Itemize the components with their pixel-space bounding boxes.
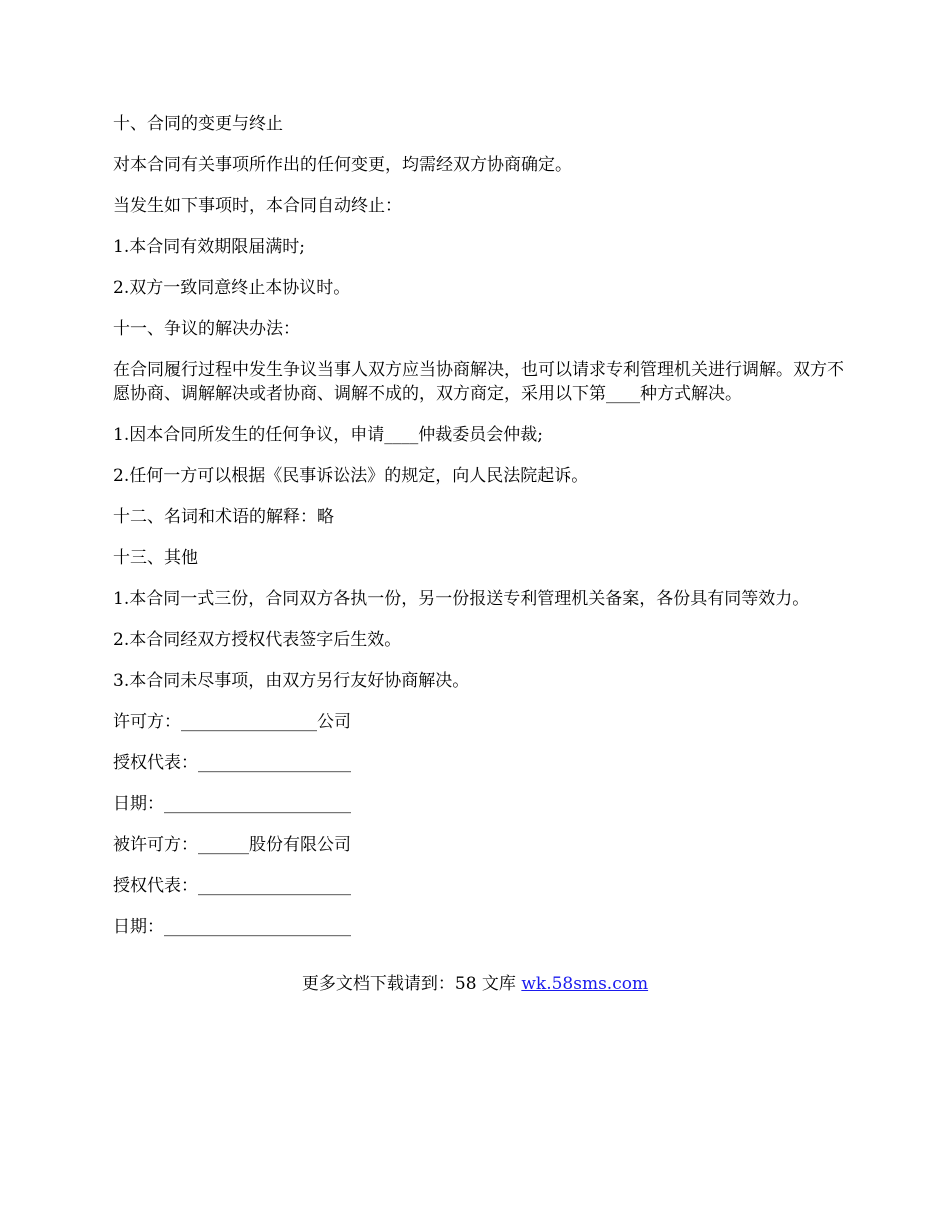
section-heading-10: 十、合同的变更与终止 — [113, 114, 283, 134]
licensee-line: 被许可方：______股份有限公司 — [113, 835, 351, 855]
other-item-3: 3.本合同未尽事项，由双方另行友好协商解决。 — [113, 671, 470, 691]
section-heading-13: 十三、其他 — [113, 548, 198, 568]
licensor-date-line: 日期：______________________ — [113, 794, 351, 814]
licensor-representative-line: 授权代表：__________________ — [113, 753, 351, 773]
paragraph-dispute: 在合同履行过程中发生争议当事人双方应当协商解决，也可以请求专利管理机关进行调解。双方不愿协商、调解解决或者协商、调解不成的，双方商定，采用以下第____种方式解决。 — [113, 360, 844, 404]
termination-item-1: 1.本合同有效期限届满时; — [113, 237, 305, 257]
paragraph-change: 对本合同有关事项所作出的任何变更，均需经双方协商确定。 — [113, 155, 572, 175]
footer-text: 更多文档下载请到：58 文库 — [301, 974, 522, 994]
footer-link[interactable]: wk.58sms.com — [521, 974, 649, 994]
section-heading-12: 十二、名词和术语的解释：略 — [113, 507, 334, 527]
paragraph-termination-intro: 当发生如下事项时，本合同自动终止： — [113, 196, 402, 216]
termination-item-2: 2.双方一致同意终止本协议时。 — [113, 278, 351, 298]
footer — [0, 972, 950, 996]
dispute-item-1: 1.因本合同所发生的任何争议，申请____仲裁委员会仲裁; — [113, 425, 543, 445]
dispute-item-2: 2.任何一方可以根据《民事诉讼法》的规定，向人民法院起诉。 — [113, 466, 589, 486]
licensor-line: 许可方：________________公司 — [113, 712, 351, 732]
licensee-representative-line: 授权代表：__________________ — [113, 876, 351, 896]
other-item-2: 2.本合同经双方授权代表签字后生效。 — [113, 630, 402, 650]
licensee-date-line: 日期：______________________ — [113, 917, 351, 937]
other-item-1: 1.本合同一式三份，合同双方各执一份，另一份报送专利管理机关备案，各份具有同等效力。 — [113, 589, 810, 609]
document-body — [113, 112, 853, 956]
section-heading-11: 十一、争议的解决办法： — [113, 319, 300, 339]
